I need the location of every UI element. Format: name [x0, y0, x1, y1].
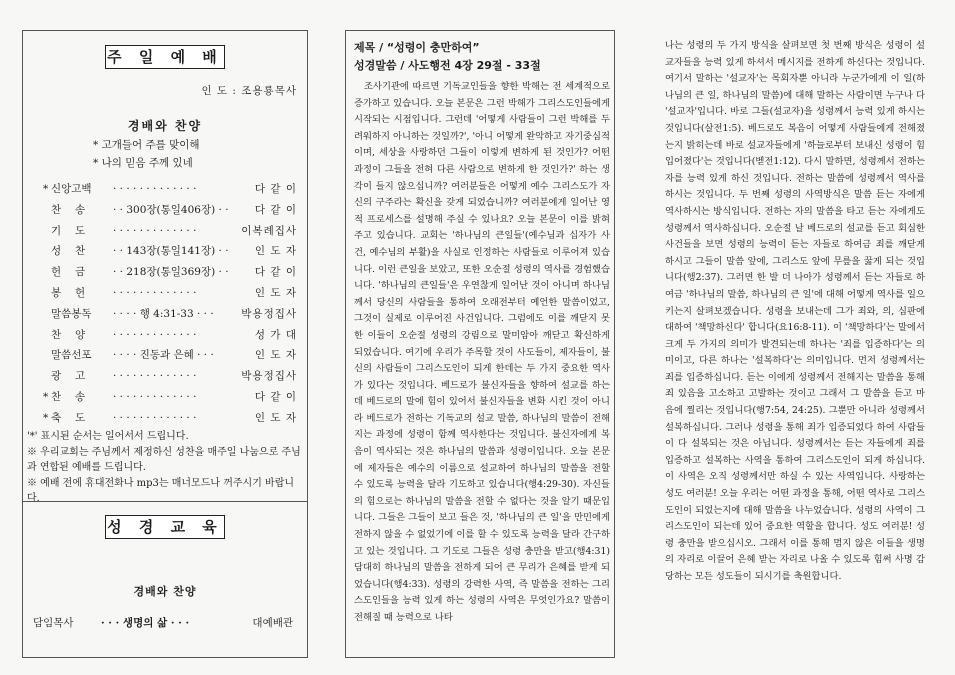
- order-item-detail: · · · · · · · · · · · · ·: [113, 370, 197, 383]
- sermon-continued-body: [665, 38, 925, 586]
- order-standing-mark: *: [43, 183, 49, 195]
- section-divider: [23, 501, 307, 502]
- worship-title: 주 일 예 배: [105, 45, 225, 69]
- order-item-detail: · · · · · · · · · · · · ·: [113, 328, 197, 341]
- order-item-name: 말씀선포: [51, 349, 92, 362]
- order-row: [43, 408, 305, 429]
- order-item-person: 다 같 이: [254, 266, 297, 279]
- order-row: [43, 262, 305, 283]
- order-row: [43, 366, 305, 387]
- worship-leader: 인 도 : 조용룡목사: [201, 85, 297, 97]
- order-item-detail: · · · · · · · · · · · · ·: [113, 224, 197, 237]
- order-item-detail: · · · · · · · · · · · · ·: [113, 411, 197, 424]
- order-item-person: 다 같 이: [254, 390, 297, 403]
- worship-order-list: [43, 179, 305, 429]
- praise-title: 경배와 찬양: [127, 119, 203, 133]
- order-row: [43, 304, 305, 325]
- order-item-name: 성 찬: [51, 245, 86, 258]
- order-row: [43, 241, 305, 262]
- note-communion: ※ 우리교회는 주님께서 제정하신 성찬을 매주일 나눔으로 주님과 연합된 예배를 드립니다.: [27, 447, 301, 473]
- order-item-person: 다 같 이: [254, 183, 297, 195]
- education-title: 성 경 교 육: [105, 515, 225, 539]
- sermon-paragraph: 조사기관에 따르면 기독교인들을 향한 박해는 전 세계적으로 증가하고 있습니다. 오늘 본문은 그런 박해가 그리스도인들에게 시작되는 시점입니다. 그런데 '어떻게 사람들이 그런 박해를 두려워하지 아니하는 것일까?', '아니 어떻게 완악하고 자기중심적이며, 세상을 사랑하던 그들이 이렇게 변하게 된 것인가? 어떤 과정이 그들을 전혀 다른 사람으로 변하게 한 것인가?' 하는 생각이 들지 않으십니까? 여러분들은 어떻게 예수 그리스도가 자신의 구주라는 확신을 갖게 되었습니까? 여러분에게 일어난 영적 프로세스를 설명해 주실 수 있나요? 오늘 본문이 이를 밝혀주고 있습니다. 교회는 '하나님의 큰일들'(예수님과 십자가 사건, 예수님의 부활)을 사실로 인정하는 사람들로 이루어져 있습니다. 이런 큰일을 보았고, 또한 오순절 성령의 역사를 경험했습니다. '하나님의 큰일들'은 우연찮게 일어난 것이 아니며 하나님께서 당신의 사람들을 통하여 오래전부터 예언한 말씀이었고, 그것이 실제로 이루어진 사건입니다. 그럼에도 이를 깨닫지 못한 이들이 오순절 성령의 강림으로 말미암아 깨닫고 확신하게 되었습니다. 여기에 우리가 주목할 것이 사도들이, 제자들이, 불신의 사람들이 그리스도인이 되게 한데는 두 가지 중요한 역사가 있다는 것입니다. 베드로가 불신자들을 향하여 설교를 하는데 베드로의 말에 힘이 있어서 불신자들을 변화 시킨 것이 아니라 베드로가 전하는 기독교의 설교 말씀, 하나님의 말씀이 전해지는 과정에 성령이 함께 역사한다는 것입니다. 불신자에게 복음이 역사되는 것은 하나님의 말씀과 성령이입니다. 오늘 본문에 제자들은 예수의 이름으로 설교하여 하나님의 말씀을 전할 수 있도록 능력을 달라 기도하고 있습니다(행4:29-30). 자신들의 힘으로는 하나님의 말씀을 전할 수 없다는 것을 알기 때문입니다. 그들은 그들이 보고 들은 것, '하나님의 큰 일'을 만민에게 전하지 않을 수 없었기에 이를 할 수 있도록 능력을 달라 간구하고 있는 것입니다. 그 기도로 그들은 성령 충만을 받고(행4:31) 담대히 하나님의 말씀을 전하게 되어 큰 무리가 은혜를 받게 되었습니다(행4:33). 성령의 강력한 사역, 즉 말씀을 전하는 그리스도인들을 능력 있게 하는 성령의 사역은 무엇인가요? 말씀이 전해질 때 능력으로 나타: [354, 81, 610, 623]
- sermon-title: 제목 / “성령이 충만하여”: [354, 41, 480, 54]
- order-item-person: 박용정집사: [241, 370, 297, 383]
- note-standing: '*' 표시된 순서는 일어서서 드립니다.: [27, 431, 189, 442]
- order-item-name: 축 도: [51, 411, 86, 424]
- order-item-detail: · · · · 행 4:31-33 · · ·: [113, 307, 214, 320]
- order-item-detail: · · 143장(통일141장) · ·: [113, 245, 229, 258]
- order-item-name: 헌 금: [51, 266, 86, 279]
- order-item-detail: · · · · 진동과 은혜 · · ·: [113, 349, 214, 362]
- order-item-name: 신앙고백: [51, 183, 92, 195]
- order-item-name: 봉 헌: [51, 286, 86, 299]
- sermon-header: [354, 39, 610, 75]
- order-item-person: 인 도 자: [254, 286, 297, 299]
- order-item-person: 인 도 자: [254, 411, 297, 424]
- order-item-detail: · · 218장(통일369장) · ·: [113, 266, 229, 279]
- order-item-person: 성 가 대: [254, 328, 297, 341]
- education-topic: · · · 생명의 삶 · · ·: [101, 617, 190, 629]
- order-standing-mark: *: [43, 390, 49, 403]
- order-item-name: 기 도: [51, 224, 86, 237]
- sermon-continued-panel: [655, 30, 927, 658]
- sermon-scripture: 성경말씀 / 사도행전 4장 29절 - 33절: [354, 59, 541, 72]
- order-row: [43, 345, 305, 366]
- order-row: [43, 179, 305, 200]
- order-item-name: 찬 송: [51, 390, 86, 403]
- order-item-name: 찬 양: [51, 328, 86, 341]
- order-item-name: 말씀봉독: [51, 307, 92, 320]
- order-row: [43, 387, 305, 408]
- worship-order-panel: [22, 30, 308, 658]
- education-leader: 담임목사: [33, 617, 74, 629]
- order-row: [43, 283, 305, 304]
- order-item-person: 인 도 자: [254, 245, 297, 258]
- education-subtitle: 경배와 찬양: [133, 585, 197, 598]
- order-item-person: 박용정집사: [241, 307, 297, 320]
- sermon-continued-paragraph: 나는 성령의 두 가지 방식을 살펴보면 첫 번째 방식은 성령이 설교자들을 능력 있게 하셔서 메시지를 전하게 하신다는 것입니다. 여기서 말하는 '설교자'는 목회자뿐 아니라 누군가에게 이 일(하나님의 큰 일, 하나님의 말씀)에 대해 말하는 사람이면 누구나 다 '설교자'입니다. 바로 그들(설교자)을 성령께서 능력 있게 하시는 것입니다(살전1:5). 베드로도 복음이 어떻게 사람들에게 전해졌는지 밝히는데 바로 설교자들에게 '하늘로부터 보내신 성령이 힘입어졌다'는 것입니다(벧전1:12). 다시 말하면, 성령께서 전하는 자를 능력 있게 하신 것입니다. 전하는 말씀에 성령께서 역사를 하시는 것입니다. 두 번째 성령의 사역방식은 말씀 듣는 자에게 역사하시는 방식입니다. 전하는 자의 말씀을 타고 듣는 자에게도 성령께서 역사하십니다. 오순절 날 베드로의 설교를 듣고 회심한 사건들을 보면 성령의 능력이 듣는 자들로 하여금 죄를 깨닫게 하시고 그들이 말씀 앞에, 그리스도 앞에 무릎을 꿇게 되는 것입니다(행2:37). 그러면 한 발 더 나아가 성령께서 듣는 자들로 하여금 '하나님의 말씀, 하나님의 큰 일'에 대해 어떻게 역사를 일으키는지 살펴보겠습니다. 성령을 보내는데 그가 죄와, 의, 심판에 대하여 '책망하신다' 합니다(요16:8-11). 이 '책망하다'는 말에서 크게 두 가지의 의미가 발견되는데 하나는 '죄를 입증하다'는 의미이고, 다른 하나는 '설복하다'는 의미입니다. 먼저 성령께서는 죄를 입증하십니다. 듣는 이에게 성령께서 전해지는 말씀을 통해 죄 있음을 고소하고 고발하는 것이고 그래서 그 말씀을 듣고 마음에 찔리는 것입니다(행7:54, 24:25). 그뿐만 아니라 성령께서 설복하십니다. 그러나 성령을 통해 죄가 입증되었다 하여 사람들이 다 설복되는 것은 아닙니다. 성령께서는 듣는 자들에게 죄를 입증하고 설복하는 사역을 통하여 그리스도인이 되게 하십니다. 이 사역은 오직 성령께서만 하실 수 있는 사역입니다. 사랑하는 성도 여러분! 오늘 우리는 어떤 과정을 통해, 어떤 역사로 그리스도인이 되었는지에 대해 말씀을 나누었습니다. 성령의 사역이 그리스도인이 되는데 있어 중요한 역할을 합니다. 성도 여러분! 성령 충만을 받으십시오. 그래서 이를 통해 멈지 않은 이들을 생명의 자리로 이끌어 은혜 받는 자리로 나올 수 있도록 힘써 사명 감당하는 모든 성도들이 되시기를 축원합니다.: [665, 40, 925, 582]
- order-row: [43, 221, 305, 242]
- education-place: 대예배관: [252, 617, 293, 629]
- order-item-person: 인 도 자: [254, 349, 297, 362]
- order-standing-mark: *: [43, 411, 49, 424]
- praise-song-2: * 나의 믿음 주께 있네: [93, 157, 193, 169]
- order-item-detail: · · · · · · · · · · · · ·: [113, 183, 197, 195]
- order-item-person: 이복례집사: [241, 224, 297, 237]
- order-item-detail: · · · · · · · · · · · · ·: [113, 390, 197, 403]
- order-item-person: 다 같 이: [254, 203, 297, 216]
- note-phone: ※ 예배 전에 휴대전화나 mp3는 매너모드나 꺼주시기 바랍니다.: [27, 478, 295, 504]
- sermon-body: [354, 79, 610, 627]
- praise-song-1: * 고개들어 주를 맞이해: [93, 139, 200, 151]
- order-item-detail: · · · · · · · · · · · · ·: [113, 286, 197, 299]
- order-item-name: 광 고: [51, 370, 86, 383]
- worship-notes: [27, 429, 303, 507]
- order-item-detail: · · 300장(통일406장) · ·: [113, 203, 229, 216]
- order-row: [43, 200, 305, 221]
- order-item-name: 찬 송: [51, 203, 86, 216]
- sermon-panel: [345, 30, 615, 658]
- order-row: [43, 325, 305, 346]
